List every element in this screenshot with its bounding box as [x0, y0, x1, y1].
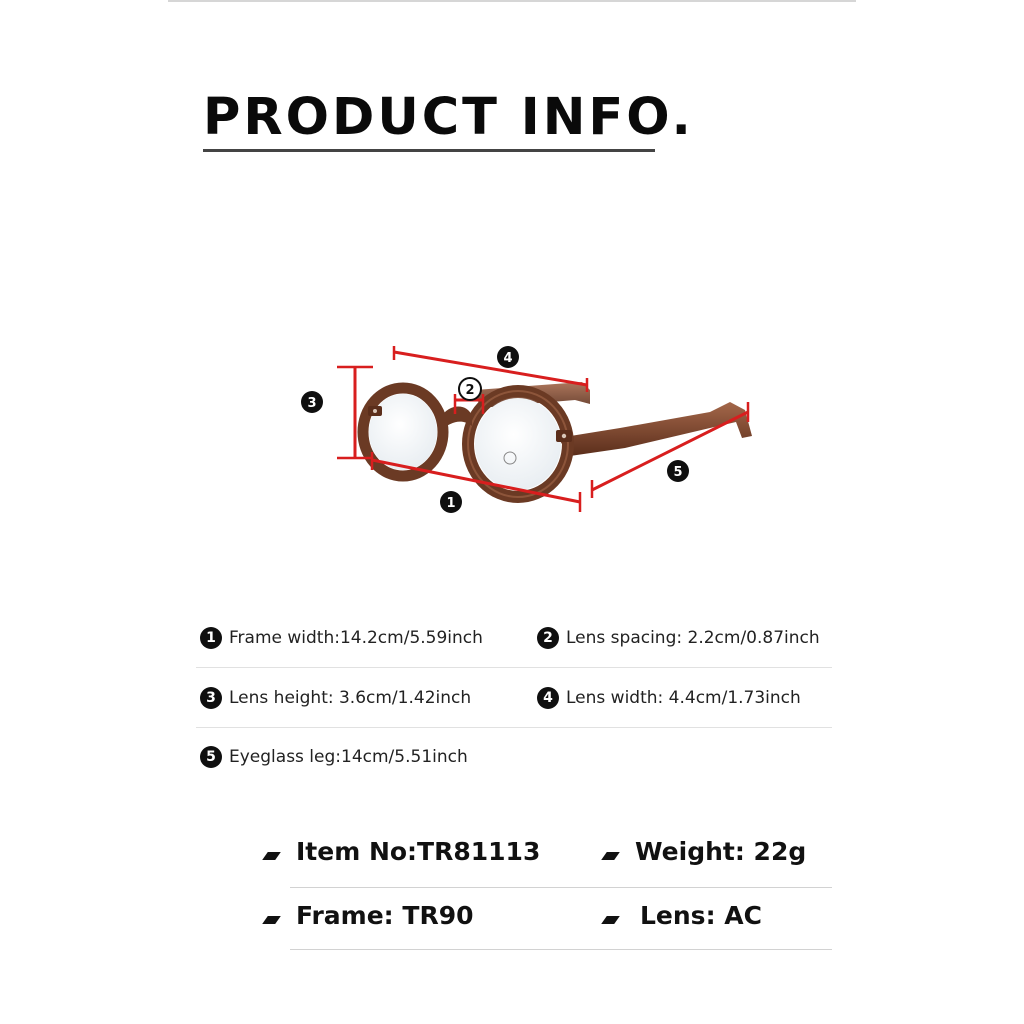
spec-text: Lens spacing: 2.2cm/0.87inch [566, 628, 820, 648]
spec-lens-height [200, 687, 471, 709]
frame-material [265, 901, 473, 930]
spec-text: Eyeglass leg:14cm/5.51inch [229, 747, 468, 767]
row-divider [196, 727, 832, 728]
spec-text: Lens height: 3.6cm/1.42inch [229, 688, 472, 708]
marker-3 [301, 391, 323, 413]
info-divider [290, 949, 832, 950]
info-divider [290, 887, 832, 888]
title-underline [203, 149, 655, 152]
number-badge: 3 [200, 687, 222, 709]
top-divider [168, 0, 856, 2]
number-badge: 2 [537, 627, 559, 649]
svg-text:4: 4 [503, 351, 513, 366]
number-badge: 5 [200, 746, 222, 768]
item-number [265, 837, 540, 866]
weight-text: Weight: 22g [635, 837, 807, 866]
bullet-icon [601, 916, 620, 924]
item-number-text: Item No:TR81113 [296, 837, 541, 866]
bullet-icon [262, 852, 281, 860]
svg-text:3: 3 [307, 396, 317, 411]
spec-lens-width [537, 687, 801, 709]
bullet-icon [601, 852, 620, 860]
weight [604, 837, 806, 866]
spec-frame-width [200, 627, 483, 649]
row-divider [196, 667, 832, 668]
page-title: PRODUCT INFO. [203, 88, 694, 147]
glasses-diagram [290, 330, 790, 540]
spec-eyeglass-leg [200, 746, 468, 768]
svg-text:1: 1 [446, 496, 456, 511]
marker-4 [497, 346, 519, 368]
frame-material-text: Frame: TR90 [296, 901, 474, 930]
svg-text:2: 2 [465, 383, 475, 398]
near-temple [558, 402, 752, 456]
svg-text:5: 5 [673, 465, 683, 480]
spec-text: Frame width:14.2cm/5.59inch [229, 628, 483, 648]
lens-material-text: Lens: AC [640, 901, 762, 930]
marker-5 [667, 460, 689, 482]
number-badge: 4 [537, 687, 559, 709]
marker-1 [440, 491, 462, 513]
spec-text: Lens width: 4.4cm/1.73inch [566, 688, 801, 708]
bullet-icon [262, 916, 281, 924]
number-badge: 1 [200, 627, 222, 649]
spec-lens-spacing [537, 627, 820, 649]
marker-2 [459, 378, 481, 400]
lens-material [604, 901, 762, 930]
